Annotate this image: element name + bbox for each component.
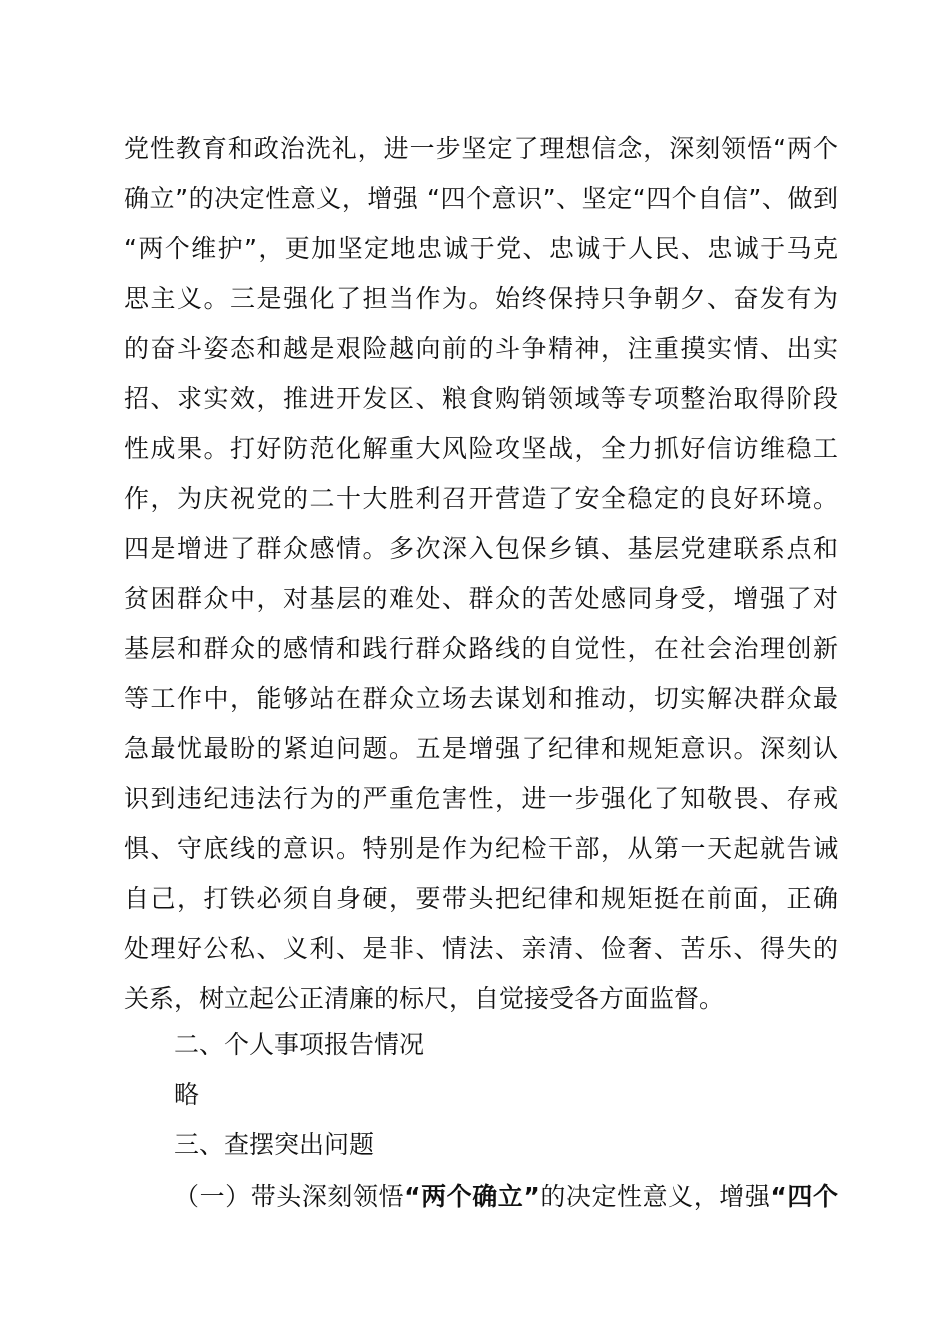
body-line: 贫困群众中，对基层的难处、群众的苦处感同身受，增强了对 <box>124 584 838 613</box>
body-line: 基层和群众的感情和践行群众路线的自觉性，在社会治理创新 <box>124 634 838 663</box>
section-three-heading: 三、查摆突出问题 <box>174 1130 375 1159</box>
body-line: 作，为庆祝党的二十大胜利召开营造了安全稳定的良好环境。 <box>124 484 838 513</box>
body-line: 急最忧最盼的紧迫问题。五是增强了纪律和规矩意识。深刻认 <box>124 734 838 763</box>
body-line: 惧、守底线的意识。特别是作为纪检干部，从第一天起就告诫 <box>124 834 838 863</box>
body-line: 思主义。三是强化了担当作为。始终保持只争朝夕、奋发有为 <box>124 284 838 313</box>
subsection-one-tail: “四个 <box>770 1182 838 1211</box>
body-line: 处理好公私、义利、是非、情法、亲清、俭奢、苦乐、得失的 <box>124 934 838 963</box>
subsection-one-middle: 的决定性意义，增强 <box>539 1182 771 1211</box>
body-line: 等工作中，能够站在群众立场去谋划和推动，切实解决群众最 <box>124 684 838 713</box>
body-line: 党性教育和政治洗礼，进一步坚定了理想信念，深刻领悟“两个 <box>124 134 838 163</box>
section-two-heading: 二、个人事项报告情况 <box>174 1030 425 1059</box>
body-line: 关系，树立起公正清廉的标尺，自觉接受各方面监督。 <box>124 984 725 1013</box>
subsection-one-heading <box>174 1172 838 1222</box>
section-two-body: 略 <box>174 1080 200 1109</box>
subsection-one-prefix: （一）带头深刻领悟 <box>174 1182 405 1211</box>
body-line: 性成果。打好防范化解重大风险攻坚战，全力抓好信访维稳工 <box>124 434 838 463</box>
subsection-one-quote: “两个确立” <box>404 1182 540 1211</box>
body-line: 确立”的决定性意义，增强 “四个意识”、坚定“四个自信”、做到 <box>124 184 838 213</box>
body-line: 四是增进了群众感情。多次深入包保乡镇、基层党建联系点和 <box>124 534 838 563</box>
body-line: “两个维护”，更加坚定地忠诚于党、忠诚于人民、忠诚于马克 <box>124 234 838 263</box>
body-line: 的奋斗姿态和越是艰险越向前的斗争精神，注重摸实情、出实 <box>124 334 838 363</box>
body-line: 招、求实效，推进开发区、粮食购销领域等专项整治取得阶段 <box>124 384 838 413</box>
body-line: 自己，打铁必须自身硬，要带头把纪律和规矩挺在前面，正确 <box>124 884 838 913</box>
body-line: 识到违纪违法行为的严重危害性，进一步强化了知敬畏、存戒 <box>124 784 838 813</box>
